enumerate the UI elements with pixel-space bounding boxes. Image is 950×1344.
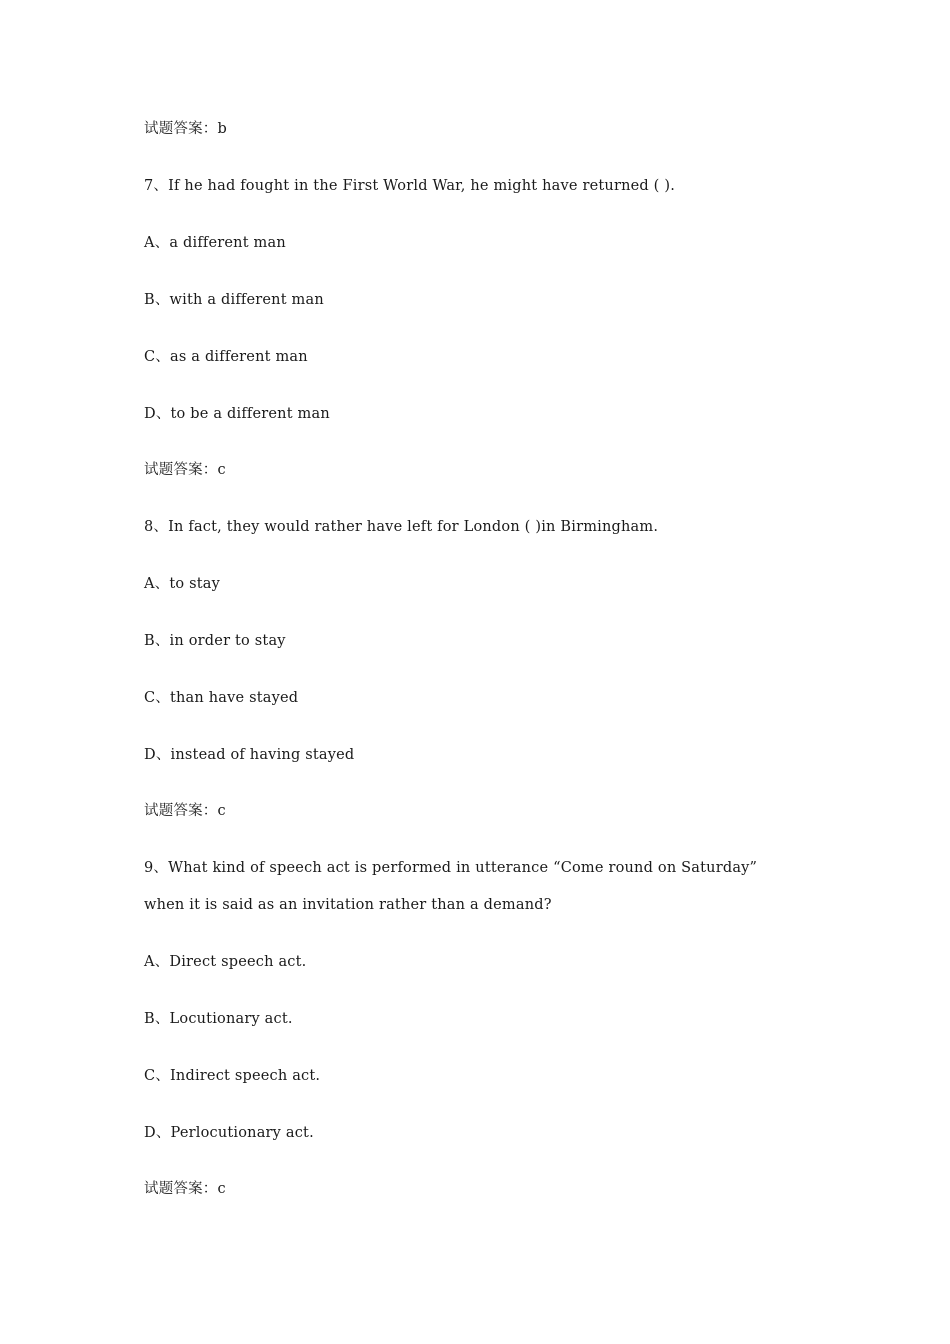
answer-value: b (217, 121, 227, 137)
answer-line-q7 (144, 460, 226, 480)
answer-label: 试题答案： (144, 1181, 218, 1197)
answer-value: c (217, 462, 226, 478)
answer-value: c (217, 803, 226, 819)
question-7-stem: 7、If he had fought in the First World War, he might have returned ( ). (144, 178, 676, 194)
question-7-option-a: A、a different man (144, 235, 286, 251)
question-8-stem: 8、In fact, they would rather have left for London ( )in Birmingham. (144, 519, 659, 535)
question-9-option-d: D、Perlocutionary act. (144, 1125, 314, 1141)
question-7-option-c: C、as a different man (144, 349, 308, 365)
question-9-option-b: B、Locutionary act. (144, 1011, 293, 1027)
answer-label: 试题答案： (144, 121, 218, 137)
answer-line-prev (144, 119, 227, 139)
question-9-stem-line-1: 9、What kind of speech act is performed in utterance “Come round on Saturday” (144, 860, 758, 876)
answer-line-q8 (144, 801, 226, 821)
question-9-stem-line-2: when it is said as an invitation rather than a demand? (144, 897, 552, 913)
question-8-option-d: D、instead of having stayed (144, 747, 355, 763)
answer-line-q9 (144, 1179, 226, 1199)
answer-value: c (217, 1181, 226, 1197)
question-8-option-c: C、than have stayed (144, 690, 299, 706)
question-9-option-c: C、Indirect speech act. (144, 1068, 321, 1084)
question-7-option-d: D、to be a different man (144, 406, 330, 422)
answer-label: 试题答案： (144, 803, 218, 819)
question-8-option-b: B、in order to stay (144, 633, 286, 649)
answer-label: 试题答案： (144, 462, 218, 478)
question-8-option-a: A、to stay (144, 576, 221, 592)
question-7-option-b: B、with a different man (144, 292, 324, 308)
question-9-option-a: A、Direct speech act. (144, 954, 307, 970)
